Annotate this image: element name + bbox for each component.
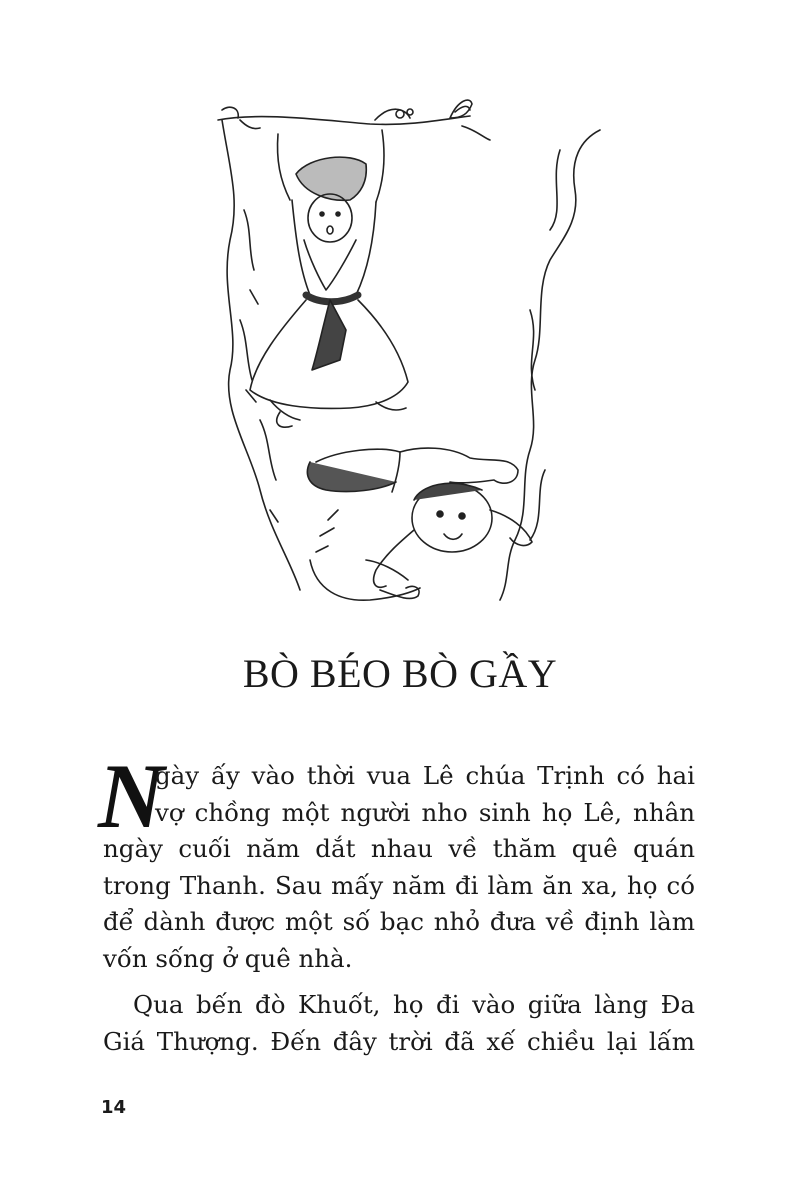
paragraph-1-line-5: để dành được một số bạc nhỏ đưa về định làm — [103, 907, 695, 936]
story-text — [103, 758, 695, 1060]
tree-branch — [218, 100, 490, 140]
paragraph-1-line-6: vốn sống ở quê nhà. — [103, 943, 353, 973]
drop-cap-letter: N — [98, 745, 165, 847]
page-number: 14 — [101, 1097, 127, 1118]
chapter-title: BÒ BÉO BÒ GẦY — [242, 651, 558, 696]
paragraph-1-line-1: gày ấy vào thời vua Lê chúa Trịnh có hai — [155, 761, 695, 790]
woman-figure — [250, 130, 408, 427]
paragraph-2-line-2: Giá Thượng. Đến đây trời đã xế chiều lại lấm — [103, 1026, 695, 1056]
cliff-right — [500, 130, 600, 600]
paragraph-1-line-3: ngày cuối năm dắt nhau về thăm quê quán — [103, 834, 695, 863]
paragraph-1-line-2: vợ chồng một người nho sinh họ Lê, nhân — [155, 797, 695, 827]
story-illustration — [200, 90, 620, 630]
paragraph-1-line-4: trong Thanh. Sau mấy năm đi làm ăn xa, họ có — [103, 870, 695, 900]
man-figure — [307, 448, 532, 600]
paragraph-2-line-1: Qua bến đò Khuốt, họ đi vào giữa làng Đa — [133, 990, 695, 1019]
cliff-left — [222, 120, 300, 590]
